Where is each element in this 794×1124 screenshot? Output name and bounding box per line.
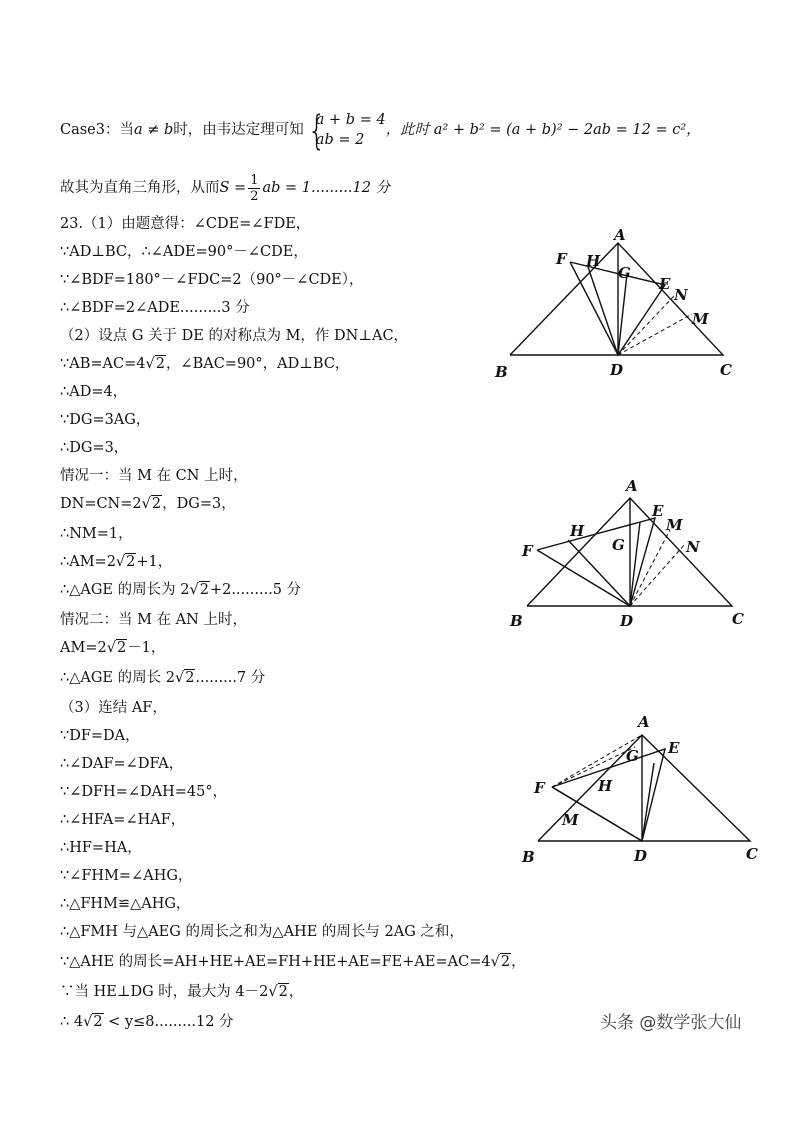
- sqrt: √2: [106, 640, 127, 656]
- figure-1: [490, 222, 750, 387]
- radicand: 2: [278, 984, 288, 1000]
- sqrt: √2: [83, 1014, 103, 1030]
- text-line: ∴∠HFA=∠HAF，: [60, 812, 186, 828]
- area-prefix: 故其为直角三角形，从而: [60, 180, 220, 196]
- radicand: 2: [155, 356, 165, 372]
- edge: [510, 243, 723, 355]
- sqrt: √2: [145, 356, 165, 372]
- seg: ∴AM=2: [60, 554, 116, 570]
- label-E: E: [652, 502, 664, 520]
- sqrt: √2: [268, 984, 288, 1000]
- text-line-sqrt: [60, 1012, 234, 1032]
- sqrt: √2: [174, 670, 195, 686]
- text-line: ∴△FMH 与△AEG 的周长之和为△AHE 的周长与 2AG 之和，: [60, 924, 464, 940]
- label-C: C: [732, 610, 744, 628]
- label-A: A: [626, 477, 638, 495]
- dashed-edge: [552, 747, 635, 787]
- case3-mid: 时，由韦达定理可知: [173, 122, 304, 138]
- fraction-num: 1: [250, 172, 259, 188]
- area-tail: ab = 1.........12 分: [262, 180, 391, 196]
- label-A: A: [638, 713, 650, 731]
- brace-icon: {: [307, 108, 326, 154]
- text-line-sqrt: [60, 354, 349, 374]
- radicand: 2: [93, 1014, 103, 1030]
- text-line: ∵∠FHM=∠AHG，: [60, 868, 193, 884]
- text-line-sqrt: [60, 580, 301, 600]
- edge: [588, 267, 618, 355]
- radicand: 2: [500, 954, 511, 970]
- case3-tail: ，此时 a² + b² = (a + b)² − 2ab = 12 = c²，: [385, 122, 701, 138]
- text-line-sqrt: [60, 982, 303, 1002]
- label-D: D: [610, 361, 624, 379]
- text-line-sqrt: [60, 638, 165, 658]
- seg: ∵△AHE 的周长=AH+HE+AE=FH+HE+AE=FE+AE=AC=4: [60, 954, 491, 970]
- label-H: H: [598, 777, 613, 795]
- seg: +1，: [136, 554, 173, 570]
- area-s: S =: [219, 180, 247, 196]
- text-line: 23.（1）由题意得：∠CDE=∠FDE，: [60, 216, 311, 232]
- seg: －1，: [127, 640, 166, 656]
- system-row-2: ab = 2: [315, 132, 365, 148]
- figure-3: [510, 705, 770, 870]
- label-C: C: [720, 361, 732, 379]
- dashed-edge: [618, 314, 692, 355]
- seg: ，: [511, 954, 526, 970]
- label-H: H: [586, 252, 601, 270]
- radicand: 2: [116, 640, 127, 656]
- sqrt: √2: [141, 496, 162, 512]
- label-B: B: [510, 612, 523, 630]
- area-line: [60, 170, 390, 206]
- label-E: E: [659, 275, 671, 293]
- text-line: ∵∠BDF=180°－∠FDC=2（90°－∠CDE），: [60, 272, 364, 288]
- label-D: D: [620, 612, 634, 630]
- text-line: ∵∠DFH=∠DAH=45°，: [60, 784, 228, 800]
- seg: ∴△AGE 的周长 2: [60, 670, 175, 686]
- text-line: （2）设点 G 关于 DE 的对称点为 M，作 DN⊥AC，: [60, 328, 409, 344]
- seg: ，DG=3，: [162, 496, 236, 512]
- label-E: E: [668, 739, 680, 757]
- label-F: F: [556, 250, 567, 268]
- text-line: （3）连结 AF，: [60, 700, 167, 716]
- label-G: G: [618, 264, 631, 282]
- sqrt: √2: [189, 582, 209, 598]
- case3-cond: a ≠ b: [134, 122, 174, 138]
- figure-2-svg: [500, 470, 760, 635]
- text-line-sqrt: [60, 494, 236, 514]
- figure-3-svg: [510, 705, 770, 870]
- label-H: H: [570, 522, 585, 540]
- seg: +2.........5 分: [209, 582, 302, 598]
- text-line: 情况一：当 M 在 CN 上时，: [60, 468, 248, 484]
- label-G: G: [626, 747, 639, 765]
- label-F: F: [534, 779, 545, 797]
- text-line-sqrt: [60, 668, 265, 688]
- text-line: ∵AD⊥BC，∴∠ADE=90°－∠CDE，: [60, 244, 308, 260]
- text-line: ∵DG=3AG，: [60, 412, 151, 428]
- figure-2: [500, 470, 760, 635]
- text-line: ∴NM=1，: [60, 526, 133, 542]
- text-line: ∵DF=DA，: [60, 728, 140, 744]
- seg: ，: [288, 984, 304, 1000]
- sqrt: √2: [490, 954, 511, 970]
- text-line: ∴△FHM≌△AHG，: [60, 896, 191, 912]
- seg: ∴△AGE 的周长为 2: [60, 582, 190, 598]
- seg: ∵当 HE⊥DG 时，最大为 4－2: [60, 984, 269, 1000]
- text-line: ∴HF=HA，: [60, 840, 142, 856]
- figure-1-svg: [490, 222, 750, 387]
- radicand: 2: [199, 582, 209, 598]
- seg: ，∠BAC=90°，AD⊥BC，: [165, 356, 350, 372]
- edge: [630, 522, 640, 606]
- radicand: 2: [185, 670, 195, 686]
- label-C: C: [746, 845, 758, 863]
- half-fraction: [248, 173, 260, 204]
- dashed-edge: [618, 295, 675, 355]
- watermark: 头条 @数学张大仙: [600, 1013, 742, 1033]
- label-B: B: [495, 363, 508, 381]
- label-N: N: [686, 538, 700, 556]
- case3-prefix: Case3：当: [60, 122, 134, 138]
- text-line: ∴∠BDF=2∠ADE.........3 分: [60, 300, 250, 316]
- text-line: ∴∠DAF=∠DFA，: [60, 756, 184, 772]
- fraction-den: 2: [250, 188, 259, 204]
- text-line: 情况二：当 M 在 AN 上时，: [60, 612, 247, 628]
- seg: ∴ 4: [60, 1014, 84, 1030]
- text-line: ∴AD=4，: [60, 384, 128, 400]
- seg: .........7 分: [195, 670, 266, 686]
- seg: AM=2: [60, 640, 107, 656]
- text-line-sqrt: [60, 952, 526, 972]
- label-G: G: [612, 536, 625, 554]
- label-B: B: [522, 848, 535, 866]
- label-F: F: [522, 542, 533, 560]
- label-M: M: [692, 310, 709, 328]
- label-M: M: [562, 811, 579, 829]
- label-M: M: [666, 516, 683, 534]
- radicand: 2: [126, 554, 136, 570]
- text-line-sqrt: [60, 552, 172, 572]
- seg: ∵AB=AC=4: [60, 356, 146, 372]
- radicand: 2: [151, 496, 162, 512]
- text-line: ∴DG=3，: [60, 440, 129, 456]
- case3-line: [60, 108, 701, 152]
- seg: DN=CN=2: [60, 496, 142, 512]
- seg: < y≤8.........12 分: [103, 1014, 234, 1030]
- label-D: D: [634, 847, 648, 865]
- system-row-1: a + b = 4: [315, 112, 386, 128]
- label-N: N: [674, 286, 688, 304]
- sqrt: √2: [115, 554, 136, 570]
- vieta-system: [304, 108, 386, 154]
- label-A: A: [614, 226, 626, 244]
